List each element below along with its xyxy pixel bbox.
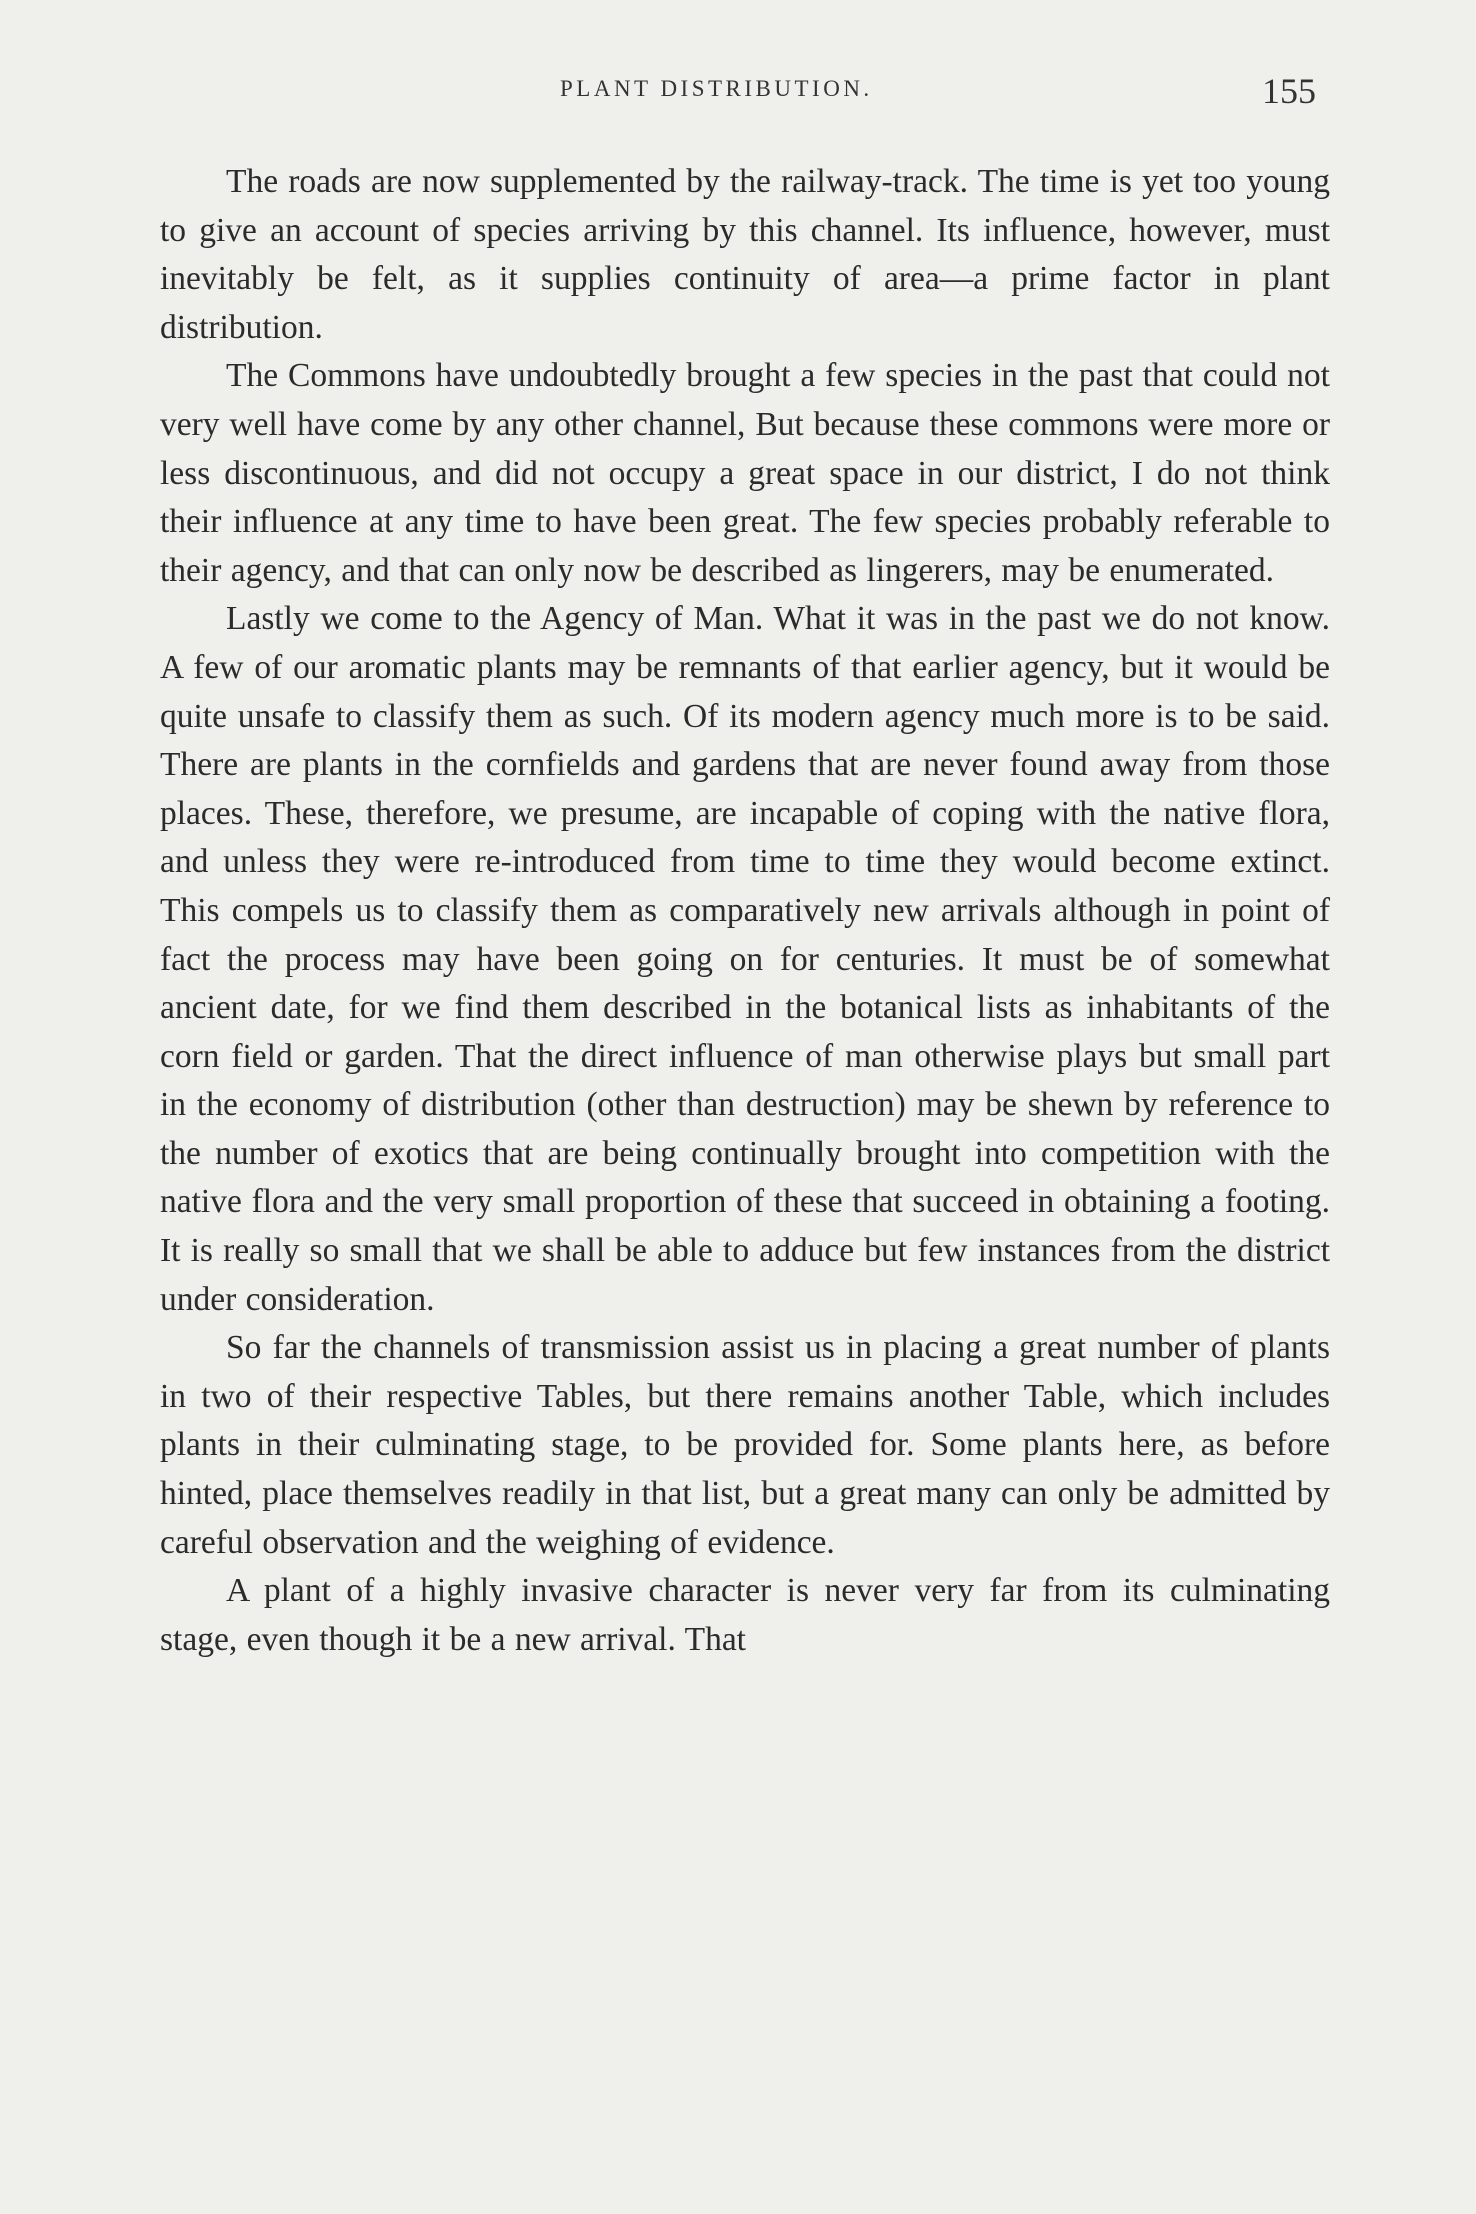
running-head	[0, 71, 1476, 116]
paragraph-agency-of-man: Lastly we come to the Agency of Man. What it was in the past we do not know. A few of our aromatic plants may be remnants of that earlier agency, but it would be quite unsafe to classify them as such. Of its modern agency much more is to be said. There are plants in the cornfields and gardens that are never found away from those places. These, therefore, we presume, are incapable of coping with the native flora, and unless they were re-introduced from time to time they would become extinct. This compels us to classify them as comparatively new arrivals although in point of fact the process may have been going on for centuries. It must be of somewhat ancient date, for we find them described in the botanical lists as inhabitants of the corn field or garden. That the direct influence of man otherwise plays but small part in the economy of distribution (other than destruction) may be shewn by reference to the number of exotics that are being continually brought into competition with the native flora and the very small proportion of these that succeed in obtaining a footing. It is really so small that we shall be able to adduce but few instances from the district under consideration.	[160, 600, 1330, 1318]
paragraph-railway: The roads are now supplemented by the railway-track. The time is yet too young to give an account of species arriving by this channel. Its influence, however, must inevitably be felt, as it supplies continuity of area—a prime factor in plant distribution.	[160, 163, 1330, 346]
page-number: 155	[1262, 71, 1316, 111]
running-title: PLANT DISTRIBUTION.	[560, 76, 873, 101]
body-text	[160, 158, 1330, 1664]
paragraph-channels-of-transmission: So far the channels of transmission assist us in placing a great number of plants in two of their respective Tables, but there remains another Table, which includes plants in their culminating stage, to be provided for. Some plants here, as before hinted, place themselves readily in that list, but a great many can only be admitted by careful observation and the weighing of evidence.	[160, 1329, 1330, 1561]
paragraph-commons: The Commons have undoubtedly brought a few species in the past that could not very well have come by any other channel, But because these commons were more or less discontinuous, and did not occupy a great space in our district, I do not think their influence at any time to have been great. The few species probably referable to their agency, and that can only now be described as lingerers, may be enumerated.	[160, 357, 1330, 589]
paragraph-invasive-plant: A plant of a highly invasive character is never very far from its culminating stage, even though it be a new arrival. That	[160, 1572, 1330, 1658]
